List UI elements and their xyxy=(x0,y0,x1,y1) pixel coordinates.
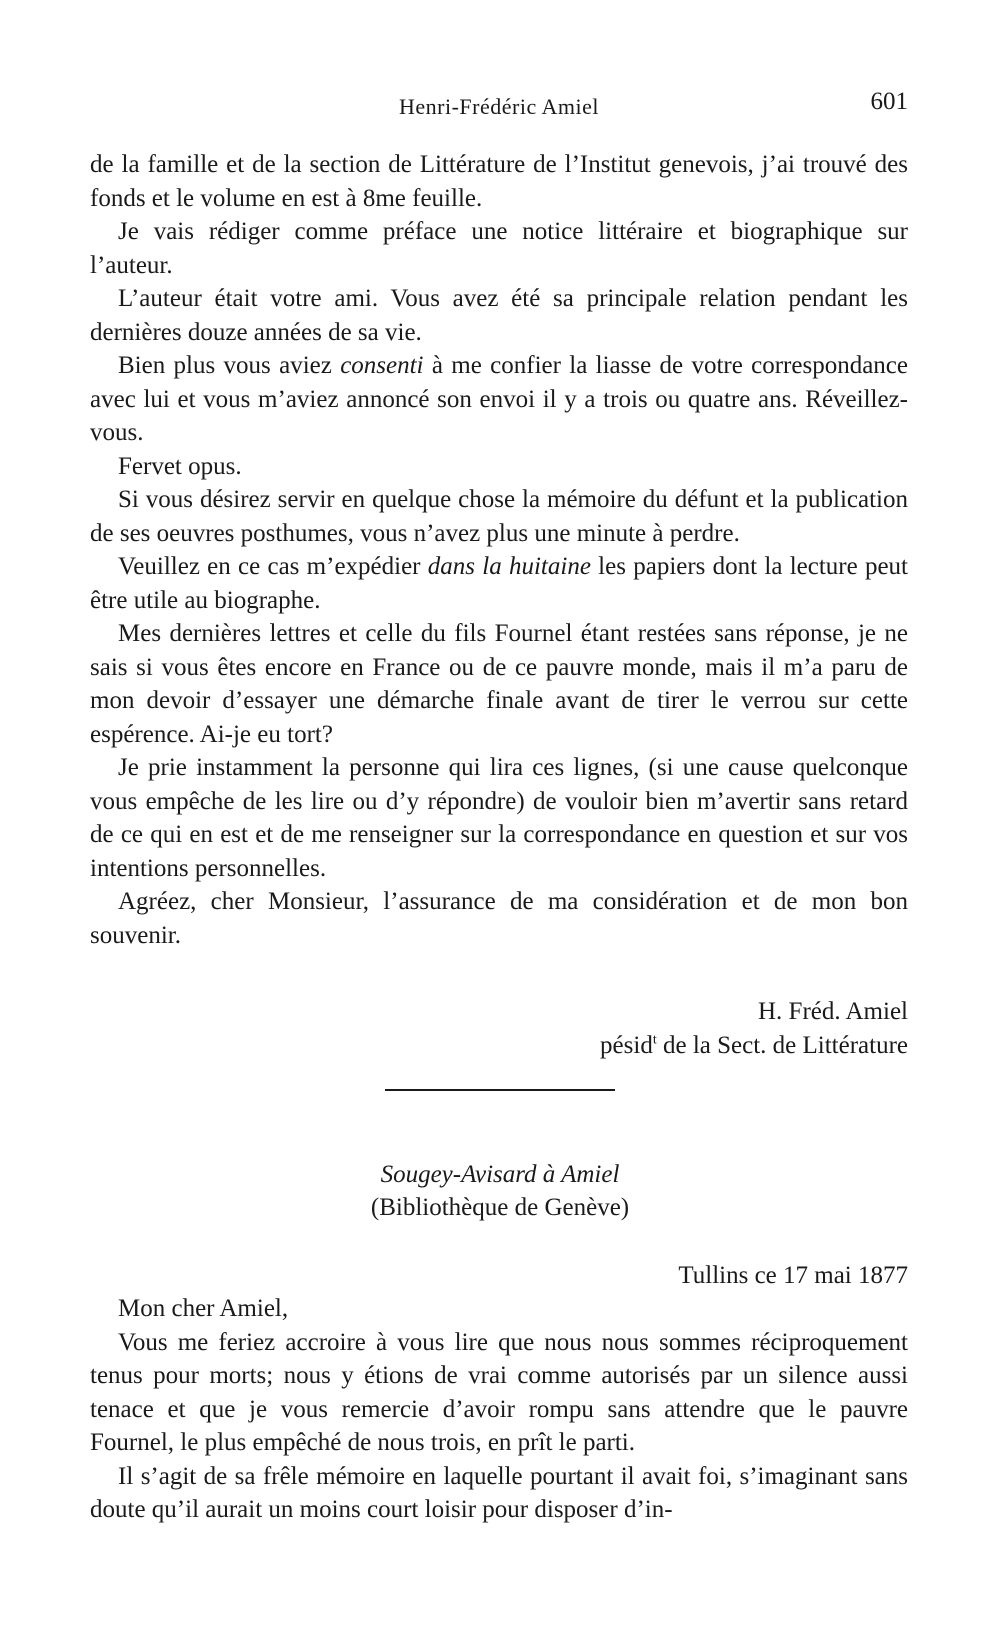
paragraph: L’auteur était votre ami. Vous avez été sa principale relation pendant les dernières douze années de sa vie. xyxy=(90,285,908,346)
running-header xyxy=(90,88,908,124)
signature-name: H. Fréd. Amiel xyxy=(758,998,908,1025)
paragraph: Je prie instamment la personne qui lira ces lignes, (si une cause quelconque vous empêche de les lire ou d’y répondre) de vouloir bien m’avertir sans retard de ce qui en est et de me renseigner sur la correspondance en question et sur vos intentions personnelles. xyxy=(90,754,908,882)
letter-2-body xyxy=(90,1292,908,1527)
text-run: pésid xyxy=(600,1032,653,1059)
paragraph: Je vais rédiger comme préface une notice littéraire et biographique sur l’auteur. xyxy=(90,218,908,279)
section-divider xyxy=(385,1089,615,1091)
signature-title xyxy=(600,1029,908,1063)
salutation: Mon cher Amiel, xyxy=(118,1295,289,1322)
text-run: Veuillez en ce cas m’expédier xyxy=(118,553,428,580)
dateline: Tullins ce 17 mai 1877 xyxy=(678,1262,908,1289)
paragraph: Fervet opus. xyxy=(118,452,242,480)
letter-2-title: Sougey-Avisard à Amiel xyxy=(380,1161,620,1188)
paragraph: Vous me feriez accroire à vous lire que nous nous sommes réciproquement tenus pour morts; nous y étions de vrai comme autorisés par un silence aussi tenace et que je vous remercie d’avoir rompu sans attendre que le pauvre Fournel, le plus empêché de nous trois, en prît le parti. xyxy=(90,1328,908,1456)
page-number: 601 xyxy=(870,88,908,115)
letter-1-body xyxy=(90,148,908,952)
text-run: de la Sect. de Littérature xyxy=(656,1032,908,1059)
paragraph: Agréez, cher Monsieur, l’assurance de ma considération et de mon bon souvenir. xyxy=(90,888,908,949)
text-run: les papiers dont la lecture peut être utile au biographe. xyxy=(90,553,909,614)
paragraph: Mes dernières lettres et celle du fils Fournel étant restées sans réponse, je ne sais si vous êtes encore en France ou de ce pauvre monde, mais il m’a paru de mon devoir d’essayer une démarche finale avant de tirer le verrou sur cette espérence. Ai-je eu tort? xyxy=(90,620,908,748)
paragraph: Si vous désirez servir en quelque chose la mémoire du défunt et la publication de ses oeuvres posthumes, vous n’avez plus une minute à perdre. xyxy=(90,486,908,547)
italic-text: consenti xyxy=(340,352,424,379)
paragraph: Il s’agit de sa frêle mémoire en laquelle pourtant il avait foi, s’imaginant sans doute qu’il aurait un moins court loisir pour disposer d’in- xyxy=(90,1462,908,1523)
superscript: t xyxy=(652,1032,657,1048)
text-run: à me confier la liasse de votre correspondance avec lui et vous m’aviez annoncé son envoi il y a trois ou quatre ans. Réveillez-vous. xyxy=(90,352,908,446)
text-run: Bien plus vous aviez xyxy=(118,352,341,379)
paragraph: de la famille et de la section de Littérature de l’Institut genevois, j’ai trouvé des fonds et le volume en est à 8me feuille. xyxy=(90,151,908,212)
paragraph xyxy=(90,349,908,450)
running-title: Henri-Frédéric Amiel xyxy=(399,94,599,119)
paragraph xyxy=(90,550,908,617)
letter-2-source: (Bibliothèque de Genève) xyxy=(370,1194,630,1221)
italic-text: dans la huitaine xyxy=(427,553,591,580)
